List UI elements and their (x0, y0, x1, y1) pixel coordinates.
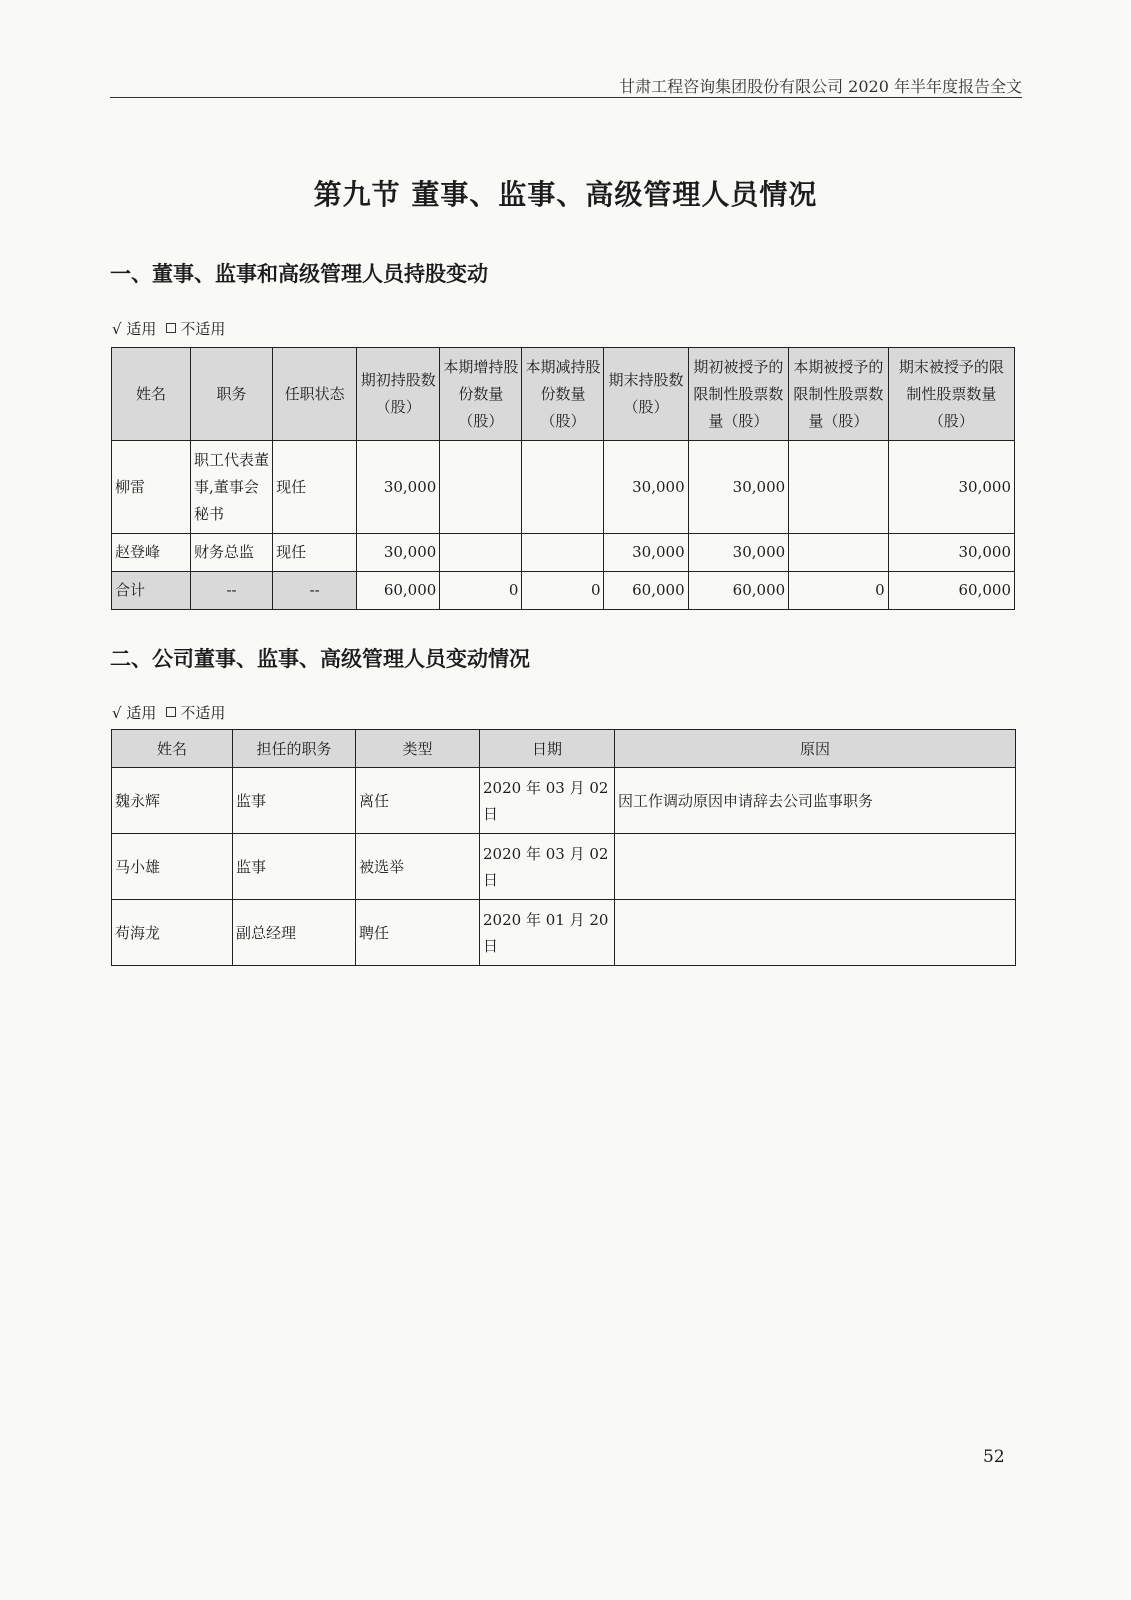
cell-reason (615, 900, 1016, 966)
cell-name: 柳雷 (112, 441, 191, 534)
cell-status: -- (273, 572, 357, 610)
column-header: 本期增持股份数量（股） (440, 348, 522, 441)
column-header: 原因 (615, 730, 1016, 768)
cell-end-restricted: 30,000 (888, 441, 1014, 534)
cell-end-restricted: 60,000 (888, 572, 1014, 610)
column-header: 担任的职务 (233, 730, 356, 768)
table-row (112, 900, 1016, 966)
table-header-row (112, 730, 1016, 768)
cell-begin-restricted: 60,000 (688, 572, 789, 610)
cell-position: 副总经理 (233, 900, 356, 966)
checkbox-icon (166, 323, 176, 333)
column-header: 类型 (356, 730, 480, 768)
applicability-indicator (112, 702, 229, 723)
cell-increase (440, 441, 522, 534)
cell-name: 苟海龙 (112, 900, 233, 966)
report-header: 甘肃工程咨询集团股份有限公司 2020 年半年度报告全文 (619, 77, 1022, 96)
cell-date: 2020 年 03 月 02 日 (480, 768, 615, 834)
checkbox-icon (166, 707, 176, 717)
personnel-changes-table (111, 729, 1016, 966)
applicable-label: √ 适用 (112, 704, 157, 722)
cell-status: 现任 (273, 534, 357, 572)
table-row (112, 768, 1016, 834)
column-header: 期初被授予的限制性股票数量（股） (688, 348, 789, 441)
cell-position: 职工代表董事,董事会秘书 (191, 441, 273, 534)
cell-end-restricted: 30,000 (888, 534, 1014, 572)
cell-granted-restricted (789, 441, 889, 534)
cell-begin-shares: 60,000 (357, 572, 440, 610)
cell-end-shares: 60,000 (604, 572, 688, 610)
shareholding-table (111, 347, 1015, 610)
page-title: 第九节 董事、监事、高级管理人员情况 (313, 178, 818, 211)
table-row (112, 834, 1016, 900)
cell-decrease: 0 (522, 572, 604, 610)
page-number: 52 (983, 1447, 1005, 1467)
cell-begin-shares: 30,000 (357, 534, 440, 572)
cell-begin-restricted: 30,000 (688, 441, 789, 534)
cell-type: 被选举 (356, 834, 480, 900)
column-header: 姓名 (112, 348, 191, 441)
cell-reason (615, 834, 1016, 900)
cell-status: 现任 (273, 441, 357, 534)
cell-begin-restricted: 30,000 (688, 534, 789, 572)
cell-begin-shares: 30,000 (357, 441, 440, 534)
cell-name: 魏永辉 (112, 768, 233, 834)
table-row (112, 534, 1015, 572)
column-header: 期初持股数（股） (357, 348, 440, 441)
column-header: 日期 (480, 730, 615, 768)
not-applicable-label: 不适用 (180, 320, 226, 338)
cell-name: 赵登峰 (112, 534, 191, 572)
cell-type: 离任 (356, 768, 480, 834)
column-header: 本期被授予的限制性股票数量（股） (789, 348, 889, 441)
applicability-indicator (112, 318, 229, 339)
cell-name: 马小雄 (112, 834, 233, 900)
table-row (112, 441, 1015, 534)
not-applicable-label: 不适用 (180, 704, 226, 722)
cell-granted-restricted (789, 534, 889, 572)
column-header: 期末持股数（股） (604, 348, 688, 441)
cell-decrease (522, 534, 604, 572)
header-divider (110, 97, 1022, 98)
column-header: 职务 (191, 348, 273, 441)
cell-position: 监事 (233, 768, 356, 834)
cell-total-label: 合计 (112, 572, 191, 610)
cell-increase: 0 (440, 572, 522, 610)
cell-date: 2020 年 01 月 20 日 (480, 900, 615, 966)
column-header: 本期减持股份数量（股） (522, 348, 604, 441)
cell-end-shares: 30,000 (604, 534, 688, 572)
applicable-label: √ 适用 (112, 320, 157, 338)
cell-date: 2020 年 03 月 02 日 (480, 834, 615, 900)
cell-position: -- (191, 572, 273, 610)
section-heading-personnel-changes: 二、公司董事、监事、高级管理人员变动情况 (110, 647, 530, 671)
cell-decrease (522, 441, 604, 534)
column-header: 期末被授予的限制性股票数量（股） (888, 348, 1014, 441)
cell-type: 聘任 (356, 900, 480, 966)
cell-position: 监事 (233, 834, 356, 900)
section-heading-shareholding: 一、董事、监事和高级管理人员持股变动 (110, 262, 488, 286)
cell-position: 财务总监 (191, 534, 273, 572)
cell-end-shares: 30,000 (604, 441, 688, 534)
table-total-row (112, 572, 1015, 610)
cell-granted-restricted: 0 (789, 572, 889, 610)
cell-increase (440, 534, 522, 572)
column-header: 姓名 (112, 730, 233, 768)
table-header-row (112, 348, 1015, 441)
column-header: 任职状态 (273, 348, 357, 441)
cell-reason: 因工作调动原因申请辞去公司监事职务 (615, 768, 1016, 834)
